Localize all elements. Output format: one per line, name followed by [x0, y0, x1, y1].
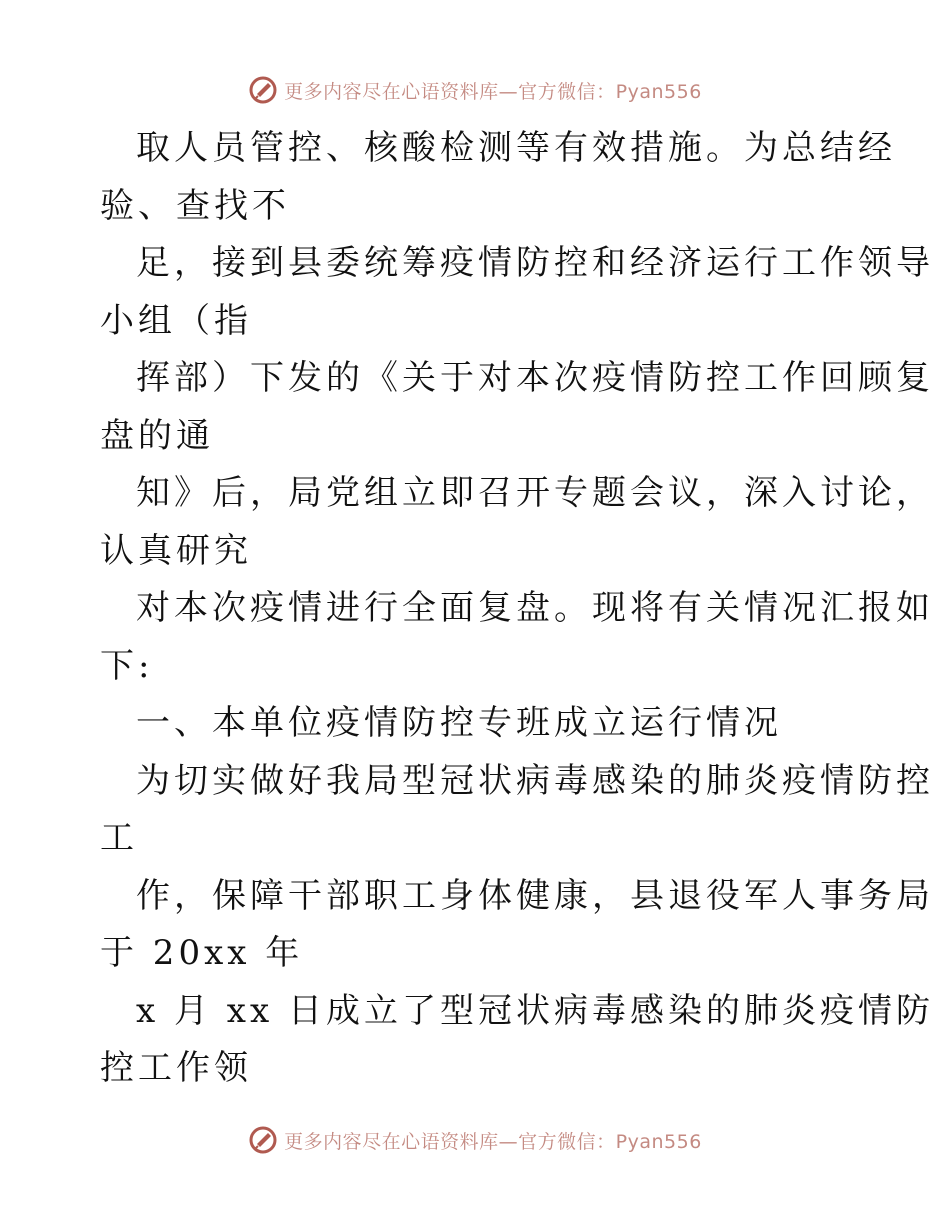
logo-icon [248, 75, 278, 105]
text-line: 工 [100, 818, 138, 858]
header-watermark-banner [0, 70, 950, 110]
logo-icon [248, 1125, 278, 1155]
text-line: 于 20xx 年 [100, 933, 304, 973]
document-body [100, 120, 934, 1098]
text-line: 验、查找不 [100, 185, 290, 226]
footer-watermark-banner [0, 1120, 950, 1160]
text-line: 对本次疫情进行全面复盘。现将有关情况汇报如 [136, 588, 934, 628]
text-line: 小组（指 [100, 300, 252, 341]
text-line: 作，保障干部职工身体健康，县退役军人事务局 [136, 875, 934, 916]
text-line: 认真研究 [100, 530, 252, 571]
header-watermark-text: 更多内容尽在心语资料库—官方微信：Pyan556 [284, 80, 702, 103]
text-line: x 月 xx 日成立了型冠状病毒感染的肺炎疫情防 [136, 990, 934, 1031]
text-line: 取人员管控、核酸检测等有效措施。为总结经 [136, 128, 896, 168]
text-line: 挥部）下发的《关于对本次疫情防控工作回顾复 [136, 358, 934, 398]
text-line: 足，接到县委统筹疫情防控和经济运行工作领导 [136, 243, 934, 283]
text-line: 控工作领 [100, 1048, 252, 1088]
footer-watermark-text: 更多内容尽在心语资料库—官方微信：Pyan556 [284, 1130, 702, 1153]
text-line: 为切实做好我局型冠状病毒感染的肺炎疫情防控 [136, 760, 934, 801]
text-line: 盘的通 [100, 415, 214, 456]
text-line: 一、本单位疫情防控专班成立运行情况 [136, 703, 782, 743]
text-line: 知》后，局党组立即召开专题会议，深入讨论， [136, 473, 934, 513]
text-line: 下: [100, 645, 154, 686]
